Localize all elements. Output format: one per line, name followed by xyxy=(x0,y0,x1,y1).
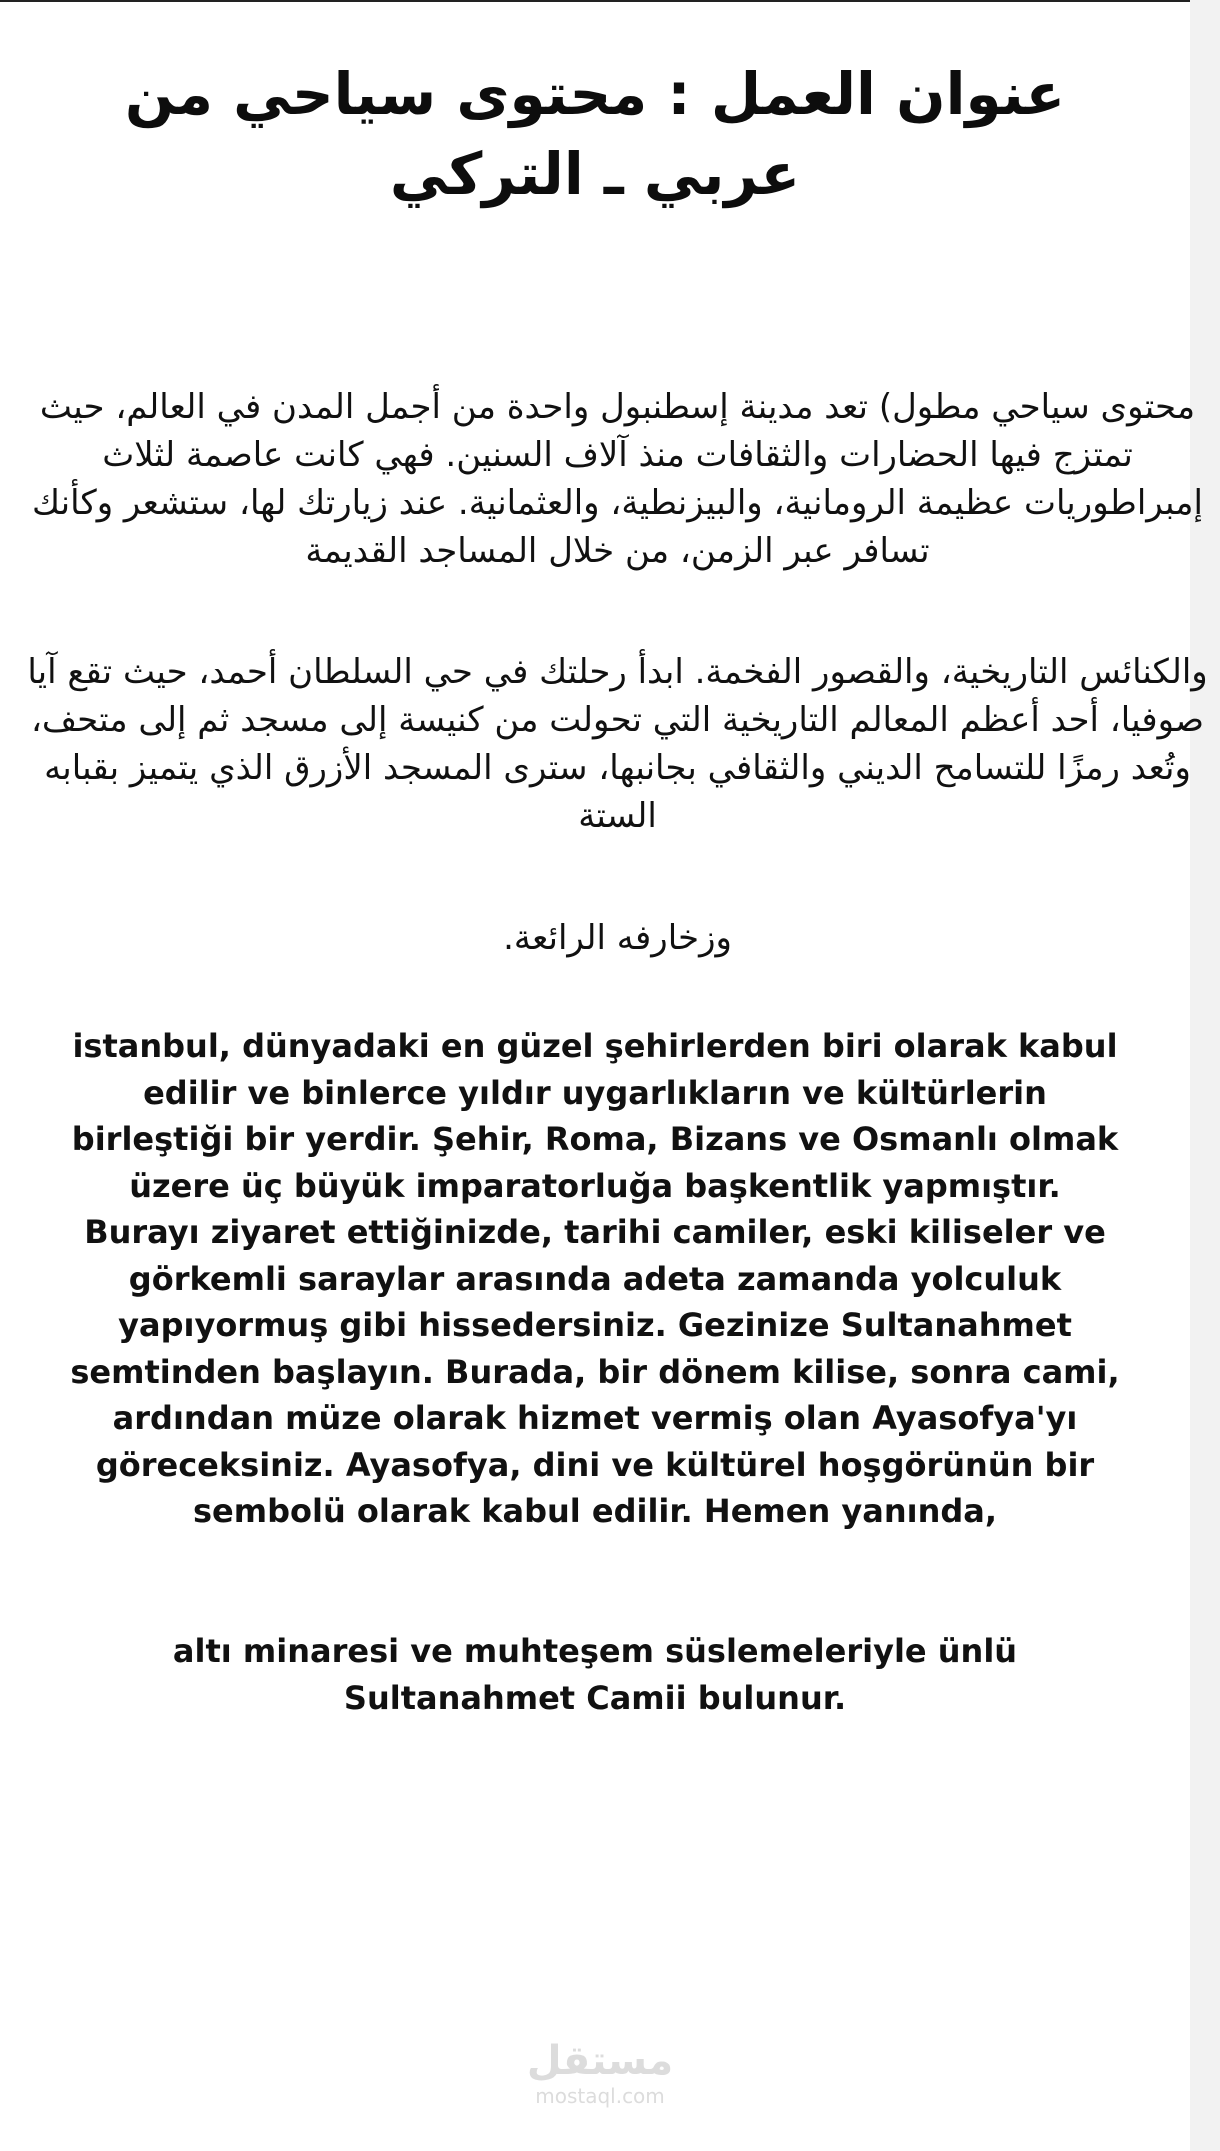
document-title: عنوان العمل : محتوى سياحي من عربي ـ التركي xyxy=(124,60,1066,208)
watermark-logo: مستقل xyxy=(526,2038,674,2084)
turkish-paragraph-2: altı minaresi ve muhteşem süslemeleriyle ünlü Sultanahmet Camii bulunur. xyxy=(172,1632,1018,1717)
arabic-paragraph-3: وزخارفه الرائعة. xyxy=(503,918,732,958)
mostaql-watermark xyxy=(520,2037,680,2107)
arabic-paragraph-1: محتوى سياحي مطول) تعد مدينة إسطنبول واحدة من أجمل المدن في العالم، حيث تمتزج فيها الحضارات والثقافات منذ آلاف السنين. فهي كانت عاصمة لثلاث إمبراطوريات عظيمة الرومانية، والبيزنطية، والعثمانية. عند زيارتك لها، ستشعر وكأنك تسافر عبر الزمن، من خلال المساجد القديمة xyxy=(32,387,1203,571)
watermark-url: mostaql.com xyxy=(535,2084,665,2108)
arabic-paragraph-2: والكنائس التاريخية، والقصور الفخمة. ابدأ رحلتك في حي السلطان أحمد، حيث تقع آيا صوفيا، أحد أعظم المعالم التاريخية التي تحولت من كنيسة إلى مسجد ثم إلى متحف، وتُعد رمزًا للتسامح الديني والثقافي بجانبها، سترى المسجد الأزرق الذي يتميز بقبابه الستة xyxy=(27,652,1208,836)
turkish-paragraph-1: istanbul, dünyadaki en güzel şehirlerden biri olarak kabul edilir ve binlerce yıldır uygarlıkların ve kültürlerin birleştiği bir yerdir. Şehir, Roma, Bizans ve Osmanlı olmak üzere üç büyük imparatorluğa başkentlik yapmıştır. Burayı ziyaret ettiğinizde, tarihi camiler, eski kiliseler ve görkemli saraylar arasında adeta zamanda yolculuk yapıyormuş gibi hissedersiniz. Gezinize Sultanahmet semtinden başlayın. Burada, bir dönem kilise, sonra cami, ardından müze olarak hizmet vermiş olan Ayasofya'yı göreceksiniz. Ayasofya, dini ve kültürel hoşgörünün bir sembolü olarak kabul edilir. Hemen yanında, xyxy=(70,1027,1120,1530)
